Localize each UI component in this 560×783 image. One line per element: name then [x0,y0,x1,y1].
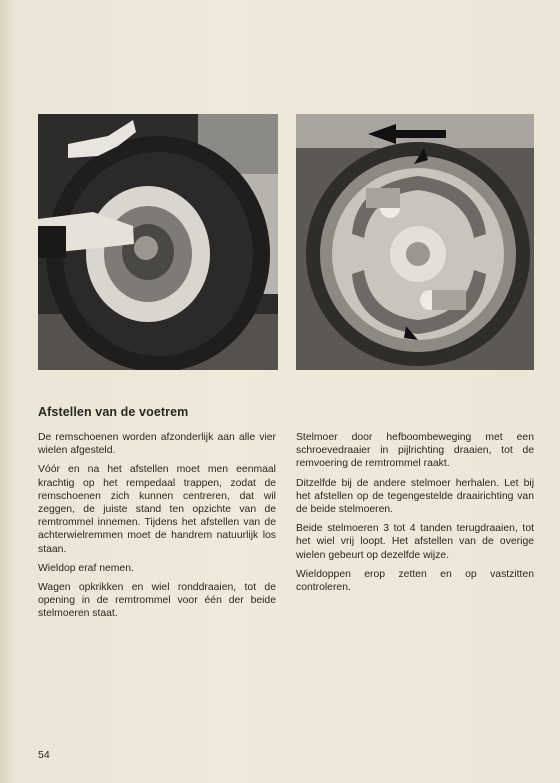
paragraph: Stelmoer door hefboombeweging met een schroevedraaier in pijlrichting draaien, tot de remvoering de remtrommel raakt. [296,432,534,470]
paragraph: De remschoenen worden afzonderlijk aan alle vier wielen afgesteld. [38,432,276,457]
section-title: Afstellen van de voetrem [38,405,189,419]
text-column-left [38,431,276,627]
wheel-hub-illustration [38,114,278,370]
paragraph: Ditzelfde bij de andere stelmoer herhalen. Let bij het afstellen op de tegengestelde draairichting van de beide stelmoeren. [296,477,534,516]
paragraph: Wagen opkrikken en wiel ronddraaien, tot de opening in de remtrommel voor één der beide stelmoeren staat. [38,582,276,620]
paragraph: Wieldoppen erop zetten en op vastzitten controleren. [296,568,534,594]
page-number: 54 [38,749,50,761]
photo-wheel-hub [38,114,278,370]
paragraph: Beide stelmoeren 3 tot 4 tanden terugdraaien, tot het wiel vrij loopt. Het afstellen van de overige wielen gebeurt op dezelfde wijze. [296,523,534,561]
brake-assembly-illustration [296,114,534,370]
photo-brake-assembly [296,114,534,370]
paragraph: Vóór en na het afstellen moet men eenmaal krachtig op het rempedaal trappen, zodat de remschoenen zich kunnen centreren, dat wil zeggen, de juiste stand ten opzichte van de remtrommel innemen. Tijdens het afstellen van de achterwielremmen moet de handrem natuurlijk los staan. [38,464,276,555]
paragraph: Wieldop eraf nemen. [38,562,134,574]
text-column-right [296,431,534,600]
